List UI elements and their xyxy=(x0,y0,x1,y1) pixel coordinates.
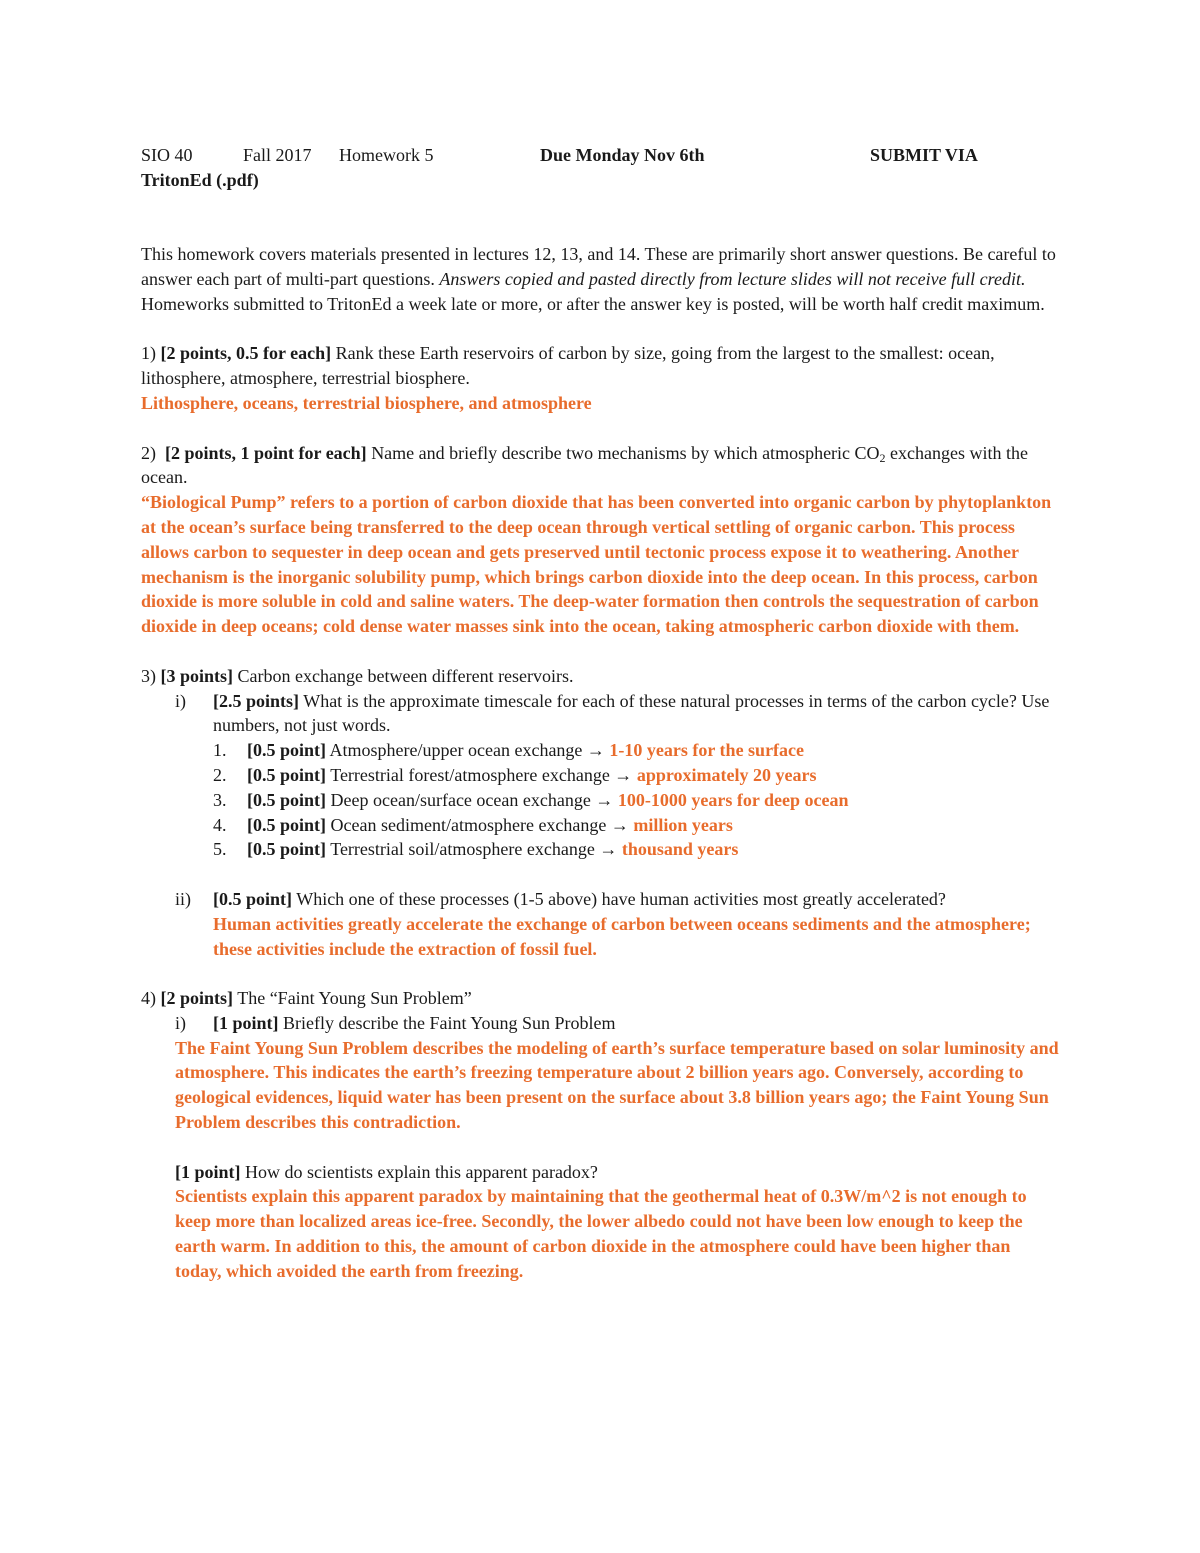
list-item xyxy=(141,813,1061,838)
q3-text: Carbon exchange between different reservoirs. xyxy=(237,665,574,686)
q4-part-i xyxy=(141,1011,1061,1036)
q2-answer: “Biological Pump” refers to a portion of carbon dioxide that has been converted into organic carbon by phytoplankton at the ocean’s surface being transferred to the deep ocean through vertical settling of organic carbon. This process allows carbon to sequester in deep ocean and gets preserved until tectonic process expose it to weathering. Another mechanism is the inorganic solubility pump, which brings carbon dioxide into the deep ocean. In this process, carbon dioxide is more soluble in cold and saline waters. The deep-water formation then controls the sequestration of carbon dioxide in deep oceans; cold dense water masses sink into the ocean, taking atmospheric carbon dioxide with them. xyxy=(141,492,1052,637)
q1-text: Rank these Earth reservoirs of carbon by size, going from the largest to the smallest: ocean, lithosphere, atmosphere, terrestrial biosphere. xyxy=(141,343,995,389)
assignment-title: Homework 5 xyxy=(339,145,434,165)
q3-part-i xyxy=(141,689,1061,739)
q4-ii-answer: Scientists explain this apparent paradox by maintaining that the geothermal heat of 0.3W/m^2 is not enough to keep more than localized areas ice-free. Secondly, the lower albedo could not have been low enough to keep the earth warm. In addition to this, the amount of carbon dioxide in the atmosphere could have been higher than today, which avoided the earth from freezing. xyxy=(175,1186,1027,1281)
q4-i-label: i) xyxy=(175,1012,186,1033)
item-text: Deep ocean/surface ocean exchange → xyxy=(330,789,614,810)
q2-text-b: exchanges with the ocean. xyxy=(141,442,1028,488)
item-answer: 100-1000 years for deep ocean xyxy=(617,789,849,810)
q4-ii-points: [1 point] xyxy=(175,1161,241,1182)
intro-paragraph xyxy=(141,242,1061,316)
item-number: 3. xyxy=(213,789,227,810)
item-answer: million years xyxy=(633,814,733,835)
q3-ii-text: Which one of these processes (1-5 above) have human activities most greatly accelerated? xyxy=(296,888,946,909)
q3-number: 3) xyxy=(141,665,156,686)
due-date: Due Monday Nov 6th xyxy=(540,145,705,165)
q3-i-text: What is the approximate timescale for each of these natural processes in terms of the carbon cycle? Use numbers, not just words. xyxy=(213,690,1050,736)
q1-points: [2 points, 0.5 for each] xyxy=(160,343,332,364)
q2-text-a: Name and briefly describe two mechanisms by which atmospheric CO xyxy=(371,442,880,463)
q4-part-ii xyxy=(141,1160,1061,1185)
item-text: Ocean sediment/atmosphere exchange → xyxy=(330,814,629,835)
list-item xyxy=(141,788,1061,813)
q4-points: [2 points] xyxy=(160,988,234,1009)
item-number: 2. xyxy=(213,764,227,785)
item-number: 4. xyxy=(213,814,227,835)
q3-ii-points: [0.5 point] xyxy=(213,888,293,909)
submit-platform: TritonEd (.pdf) xyxy=(141,169,259,190)
q3-ii-answer: Human activities greatly accelerate the exchange of carbon between oceans sediments and the atmosphere; these activities include the extraction of fossil fuel. xyxy=(213,913,1031,959)
term: Fall 2017 xyxy=(243,145,312,165)
list-item xyxy=(141,837,1061,862)
item-number: 5. xyxy=(213,839,227,860)
item-text: Terrestrial soil/atmosphere exchange → xyxy=(330,839,618,860)
intro-text-1: This homework covers materials presented in lectures 12, 13, and 14. These are primarily short answer questions. Be careful to answer each part of multi-part questions. xyxy=(141,244,1056,289)
q2-points: [2 points, 1 point for each] xyxy=(165,442,367,463)
item-points: [0.5 point] xyxy=(247,740,327,761)
item-answer: approximately 20 years xyxy=(636,764,817,785)
q4-i-text: Briefly describe the Faint Young Sun Problem xyxy=(283,1012,616,1033)
q4-number: 4) xyxy=(141,988,156,1009)
question-2 xyxy=(141,441,1061,491)
item-points: [0.5 point] xyxy=(247,839,327,860)
item-points: [0.5 point] xyxy=(247,764,327,785)
q2-subscript: 2 xyxy=(879,450,886,465)
q3-points: [3 points] xyxy=(160,665,234,686)
item-number: 1. xyxy=(213,740,227,761)
q3-i-label: i) xyxy=(175,690,186,711)
question-4 xyxy=(141,986,1061,1011)
q1-answer: Lithosphere, oceans, terrestrial biosphere, and atmosphere xyxy=(141,392,592,413)
list-item xyxy=(141,738,1061,763)
intro-text-2: Homeworks submitted to TritonEd a week late or more, or after the answer key is posted, will be worth half credit maximum. xyxy=(141,293,1045,314)
document-page xyxy=(141,143,1061,1284)
q3-part-ii xyxy=(141,887,1061,912)
q4-text: The “Faint Young Sun Problem” xyxy=(237,988,472,1009)
item-answer: thousand years xyxy=(621,839,739,860)
course-code: SIO 40 xyxy=(141,145,193,165)
submit-via: SUBMIT VIA xyxy=(870,145,978,165)
intro-italic: Answers copied and pasted directly from lecture slides will not receive full credit. xyxy=(439,268,1026,289)
q4-i-points: [1 point] xyxy=(213,1012,279,1033)
item-text: Atmosphere/upper ocean exchange → xyxy=(329,740,605,761)
header-line xyxy=(141,143,1061,168)
q4-i-answer: The Faint Young Sun Problem describes the modeling of earth’s surface temperature based on solar luminosity and atmosphere. This indicates the earth’s freezing temperature about 2 billion years ago. Conversely, according to geological evidences, liquid water has been present on the surface about 3.8 billion years ago; the Faint Young Sun Problem describes this contradiction. xyxy=(175,1037,1059,1133)
item-points: [0.5 point] xyxy=(247,814,327,835)
q2-number: 2) xyxy=(141,442,156,463)
item-text: Terrestrial forest/atmosphere exchange → xyxy=(330,764,633,785)
question-1 xyxy=(141,341,1061,391)
q1-number: 1) xyxy=(141,343,156,364)
item-answer: 1-10 years for the surface xyxy=(609,740,805,761)
question-3 xyxy=(141,664,1061,689)
list-item xyxy=(141,763,1061,788)
item-points: [0.5 point] xyxy=(247,789,327,810)
q4-ii-text: How do scientists explain this apparent paradox? xyxy=(245,1161,598,1182)
q3-i-points: [2.5 points] xyxy=(213,690,300,711)
q3-ii-label: ii) xyxy=(175,888,191,909)
